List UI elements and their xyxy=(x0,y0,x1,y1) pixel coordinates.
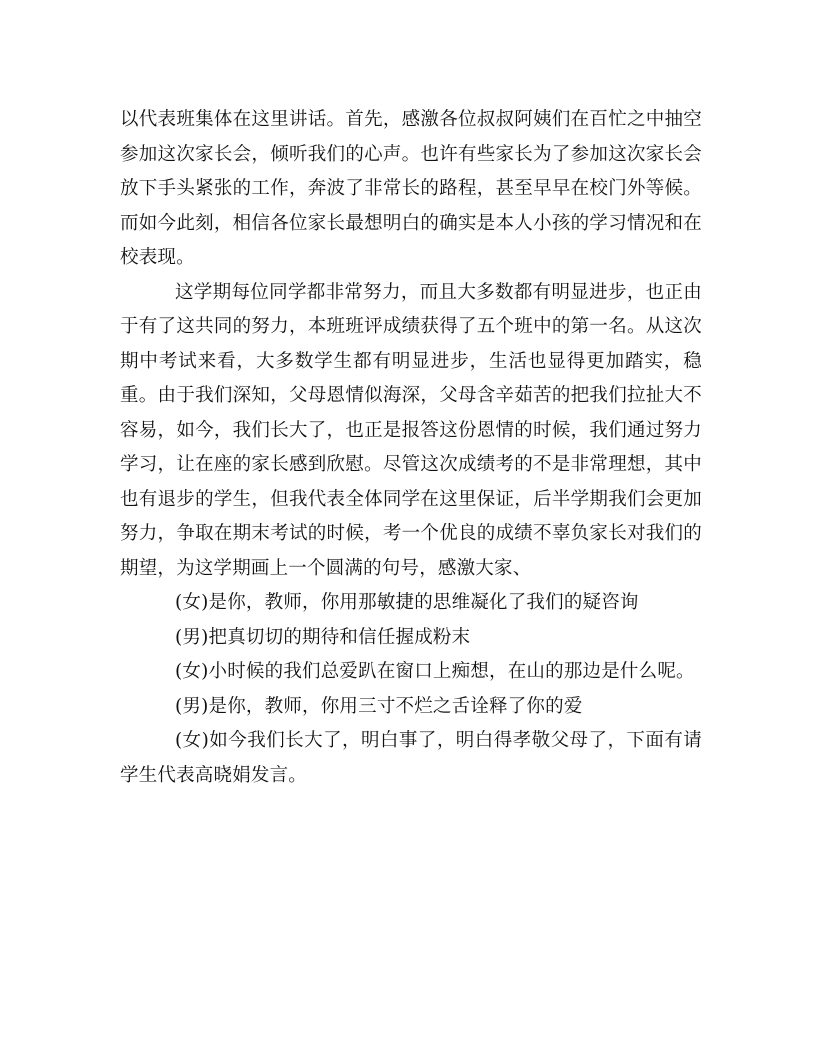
document-page xyxy=(120,103,702,793)
paragraph-opening: 以代表班集体在这里讲话。首先，感激各位叔叔阿姨们在百忙之中抽空参加这次家长会，倾听我们的心声。也许有些家长为了参加这次家长会放下手头紧张的工作，奔波了非常长的路程，甚至早早在校门外等候。而如今此刻，相信各位家长最想明白的确实是本人小孩的学习情况和在校表现。 xyxy=(120,109,702,268)
dialogue-line-4: (男)是你，教师，你用三寸不烂之舌诠释了你的爱 xyxy=(175,695,583,717)
dialogue-line-1: (女)是你，教师，你用那敏捷的思维凝化了我们的疑咨询 xyxy=(175,592,639,613)
paragraph-semester-summary: 这学期每位同学都非常努力，而且大多数都有明显进步，也正由于有了这共同的努力，本班班评成绩获得了五个班中的第一名。从这次期中考试来看，大多数学生都有明显进步，生活也显得更加踏实，稳重。由于我们深知，父母恩情似海深，父母含辛茹苦的把我们拉扯大不容易，如今，我们长大了，也正是报答这份恩情的时候，我们通过努力学习，让在座的家长感到欣慰。尽管这次成绩考的不是非常理想，其中也有退步的学生，但我代表全体同学在这里保证，后半学期我们会更加努力，争取在期末考试的时候，考一个优良的成绩不辜负家长对我们的期望，为这学期画上一个圆满的句号，感激大家、 xyxy=(120,281,702,579)
dialogue-line-3: (女)小时候的我们总爱趴在窗口上痴想，在山的那边是什么呢。 xyxy=(175,661,695,682)
dialogue-line-5: (女)如今我们长大了，明白事了，明白得孝敬父母了，下面有请学生代表高晓娟发言。 xyxy=(120,730,702,786)
dialogue-line-2: (男)把真切切的期待和信任握成粉末 xyxy=(175,626,471,648)
